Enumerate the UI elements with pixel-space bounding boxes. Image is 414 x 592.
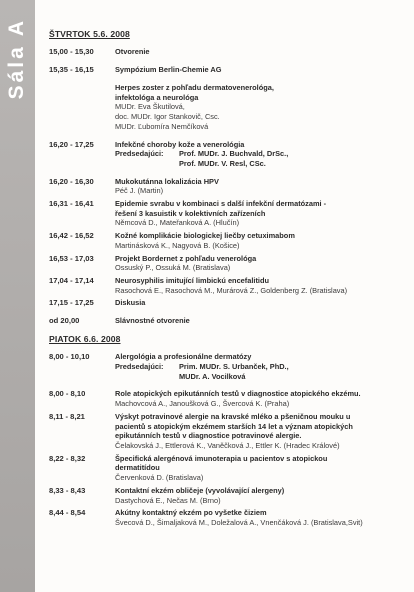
talk-author: Červenková D. (Bratislava) [115,473,204,483]
time-slot: 8,22 - 8,32 [49,453,86,463]
talk-title: Neurosyphilis imitující limbickú encefalitidu [115,275,270,285]
session-title: Sympózium Berlin-Chemie AG [115,65,222,74]
talk-title: Herpes zoster z pohľadu dermatovenerológa, [115,83,274,92]
program-row [49,316,407,326]
session-title: Slávnostné otvorenie [115,316,190,326]
program-row [49,454,407,483]
chair-label: Predsedajúci: [115,362,164,372]
talk-author: Ossuský P., Ossuká M. (Bratislava) [115,263,231,273]
chair-name: Prim. MUDr. S. Urbanček, PhD., [179,362,289,372]
chair-name: MUDr. A. Vocilková [179,371,246,381]
talk-title: dermatitídou [115,463,160,473]
hall-label: Sála A [5,18,28,100]
time-slot: 17,15 - 17,25 [49,298,94,308]
program-row [49,352,407,381]
talk-author: Rasochová E., Rasochová M., Murárová Z., Goldenberg Z. (Bratislava) [115,285,348,295]
time-slot: 16,42 - 16,52 [49,231,94,241]
day-heading: ŠTVRTOK 5.6. 2008 [49,29,130,39]
talk-title: epikutánních testů v diagnostice potravinové alergie. [115,431,302,441]
chair-label: Predsedajúci: [115,149,164,159]
talk-title: Diskusia [115,298,146,308]
talk-author: Péč J. (Martin) [115,186,164,196]
time-slot: 15,00 - 15,30 [49,47,94,56]
program-row [49,83,407,132]
program-row [49,65,407,75]
talk-author: MUDr. Ľubomíra Nemčíková [115,121,209,131]
talk-title: Kontaktní ekzém obličeje (vyvolávající alergeny) [115,485,285,495]
talk-author: MUDr. Eva Škutilová, [115,102,185,112]
talk-title: Výskyt potravinové alergie na kravské mléko a pšeničnou mouku u [115,411,351,421]
program-row [49,47,407,57]
talk-author: Němcová D., Mateřanková A. (Hlučín) [115,218,240,228]
program-row [49,389,407,408]
program-row [49,298,407,308]
program-row [49,486,407,505]
time-slot: 15,35 - 16,15 [49,65,94,74]
program-row [49,177,407,196]
talk-title: řešení 3 kasuistik v kolektivních zařízeních [115,208,266,218]
time-slot: 16,31 - 16,41 [49,199,94,209]
talk-title: Špecifická alergénová imunoterapia u pacientov s atopickou [115,453,328,463]
program-row [49,254,407,273]
program-row [49,508,407,527]
time-slot: 8,00 - 8,10 [49,389,86,399]
time-slot: 17,04 - 17,14 [49,275,94,285]
talk-title: Mukokutánna lokalizácia HPV [115,176,219,186]
program-row [49,231,407,250]
talk-title: Role atopických epikutánních testů v diagnostice atopického ekzému. [115,389,361,399]
time-slot: 8,11 - 8,21 [49,411,85,421]
session-title: Infekčné choroby kože a venerológia [115,139,245,149]
talk-author: Dastychová E., Nečas M. (Brno) [115,495,221,505]
talk-title: Akútny kontaktný ekzém po vyšetke čiziem [115,508,267,518]
talk-author: Martinásková K., Nagyová B. (Košice) [115,240,240,250]
chair-name: Prof. MUDr. J. Buchvald, DrSc., [179,149,289,159]
talk-author: Machovcová A., Janoušková G., Švercová K. (Praha) [115,399,290,409]
program-row [49,412,407,451]
talk-author: Čelakovská J., Ettlerová K., Vaněčková J., Ettler K. (Hradec Králové) [115,440,340,450]
session-title: Otvorenie [115,47,150,56]
time-slot: 8,00 - 10,10 [49,352,90,362]
talk-title: Epidemie svrabu v kombinaci s další infekční dermatózami - [115,199,327,209]
time-slot: 8,33 - 8,43 [49,485,86,495]
talk-title: pacientů s atopickým ekzémem starších 14 let a význam atopických [115,421,353,431]
chair-name: Prof. MUDr. V. Resl, CSc. [179,158,266,168]
program-content [49,29,407,531]
chair-block [115,362,407,381]
talk-author: doc. MUDr. Igor Stankovič, Csc. [115,112,220,122]
talk-title: Kožné komplikácie biologickej liečby cetuximabom [115,231,295,241]
program-row [49,199,407,228]
chair-block [115,149,407,168]
sidebar-band [0,0,35,592]
talk-title: Projekt Bordernet z pohľadu venerológa [115,253,257,263]
program-row [49,276,407,295]
program-row [49,140,407,169]
time-slot: 16,53 - 17,03 [49,253,94,263]
time-slot: 16,20 - 16,30 [49,176,94,186]
talk-title: infektológa a neurológa [115,92,199,102]
day-heading: PIATOK 6.6. 2008 [49,334,121,345]
talk-author: Švecová D., Šimaljaková M., Doležalová A., Vnenčáková J. (Bratislava,Svit) [115,517,363,527]
time-slot: od 20,00 [49,316,80,326]
time-slot: 16,20 - 17,25 [49,139,94,149]
time-slot: 8,44 - 8,54 [49,508,86,518]
session-title: Alergológia a profesionálne dermatózy [115,352,252,362]
